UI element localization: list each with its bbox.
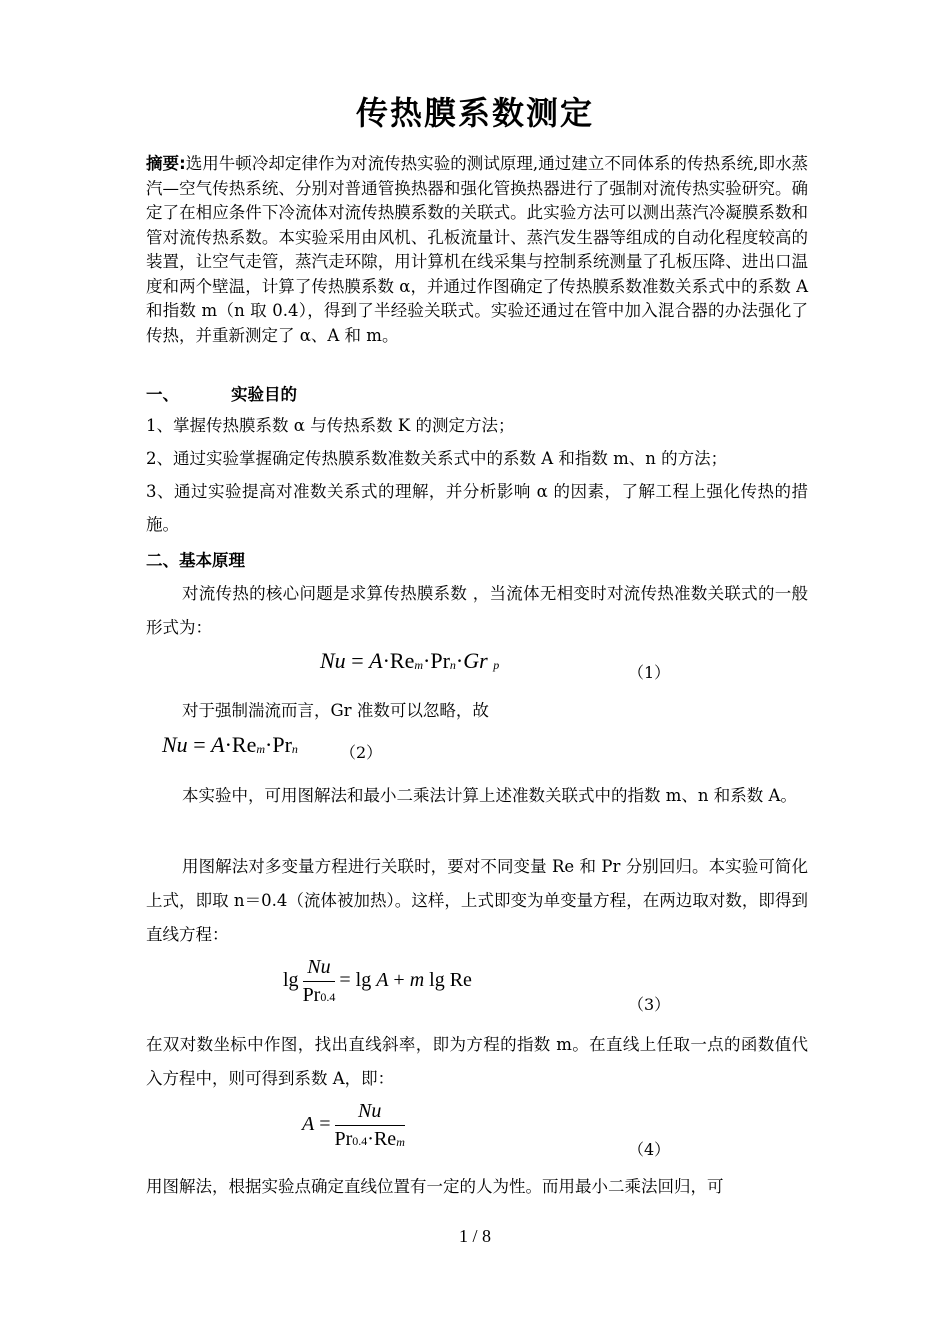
list-item: 1、掌握传热膜系数 α 与传热系数 K 的测定方法； — [146, 416, 515, 435]
page-number: 1 / 8 — [458, 1226, 491, 1246]
equation-1-number: （1） — [628, 663, 671, 682]
equation-4: A = $\frac{Nu}{\text{Pr0.4·Rem}}$ — [302, 1100, 405, 1150]
section-heading-goals — [146, 381, 297, 405]
principle-paragraph-4: 用图解法对多变量方程进行关联时，要对不同变量 Re 和 Pr 分别回归。本实验可简化上式，即取 n＝0.4（流体被加热）。这样，上式即变为单变量方程，在两边取对数，即得到直线方程： — [146, 857, 808, 944]
list-item: 2、通过实验掌握确定传热膜系数准数关系式中的系数 A 和指数 m、n 的方法； — [146, 449, 728, 468]
equation-2: Nu = A·Rem·Prn — [162, 732, 298, 757]
equation-4-number: （4） — [628, 1140, 671, 1159]
principle-paragraph-6: 用图解法，根据实验点确定直线位置有一定的人为性。而用最小二乘法回归，可 — [146, 1177, 724, 1196]
section-heading-number: 一、 — [146, 385, 179, 404]
page-title: 传热膜系数测定 — [355, 94, 594, 132]
abstract-text: 选用牛顿冷却定律作为对流传热实验的测试原理,通过建立不同体系的传热系统,即水蒸汽—空气传热系统、分别对普通管换热器和强化管换热器进行了强制对流传热实验研究。确定了在相应条件下冷流体对流传热膜系数的关联式。此实验方法可以测出蒸汽冷凝膜系数和管对流传热系数。本实验采用由风机、孔板流量计、蒸汽发生器等组成的自动化程度较高的装置，让空气走管，蒸汽走环隙，用计算机在线采集与控制系统测量了孔板压降、进出口温度和两个壁温，计算了传热膜系数 α，并通过作图确定了传热膜系数准数关系式中的系数 A 和指数 m（n 取 0.4），得到了半经验关联式。实验还通过在管中加入混合器的办法强化了传热，并重新测定了 α、A 和 m。 — [146, 154, 808, 345]
equation-1: Nu = A·Rem·Prn·Gr p — [320, 648, 500, 673]
section-heading-principle: 二、基本原理 — [146, 551, 245, 570]
equation-3: lg $\frac{Nu}{Pr0.4}$ = lg A + m lg Re — [283, 956, 472, 1006]
equation-3-number: （3） — [628, 995, 671, 1014]
abstract-paragraph — [146, 152, 808, 348]
principle-paragraph-3: 本实验中，可用图解法和最小二乘法计算上述准数关联式中的指数 m、n 和系数 A。 — [182, 786, 797, 805]
list-item: 3、通过实验提高对准数关系式的理解，并分析影响 α 的因素，了解工程上强化传热的措施。 — [146, 482, 808, 534]
principle-paragraph-1: 对流传热的核心问题是求算传热膜系数 ，当流体无相变时对流传热准数关联式的一般形式为： — [146, 584, 808, 637]
principle-paragraph-5: 在双对数坐标中作图，找出直线斜率，即为方程的指数 m。在直线上任取一点的函数值代入方程中，则可得到系数 A，即： — [146, 1035, 808, 1088]
principle-paragraph-2: 对于强制湍流而言，Gr 准数可以忽略，故 — [182, 701, 489, 720]
section-heading-text: 实验目的 — [231, 385, 297, 404]
abstract-label: 摘要: — [146, 154, 186, 173]
equation-2-number: （2） — [340, 743, 383, 762]
goals-list — [146, 409, 808, 541]
